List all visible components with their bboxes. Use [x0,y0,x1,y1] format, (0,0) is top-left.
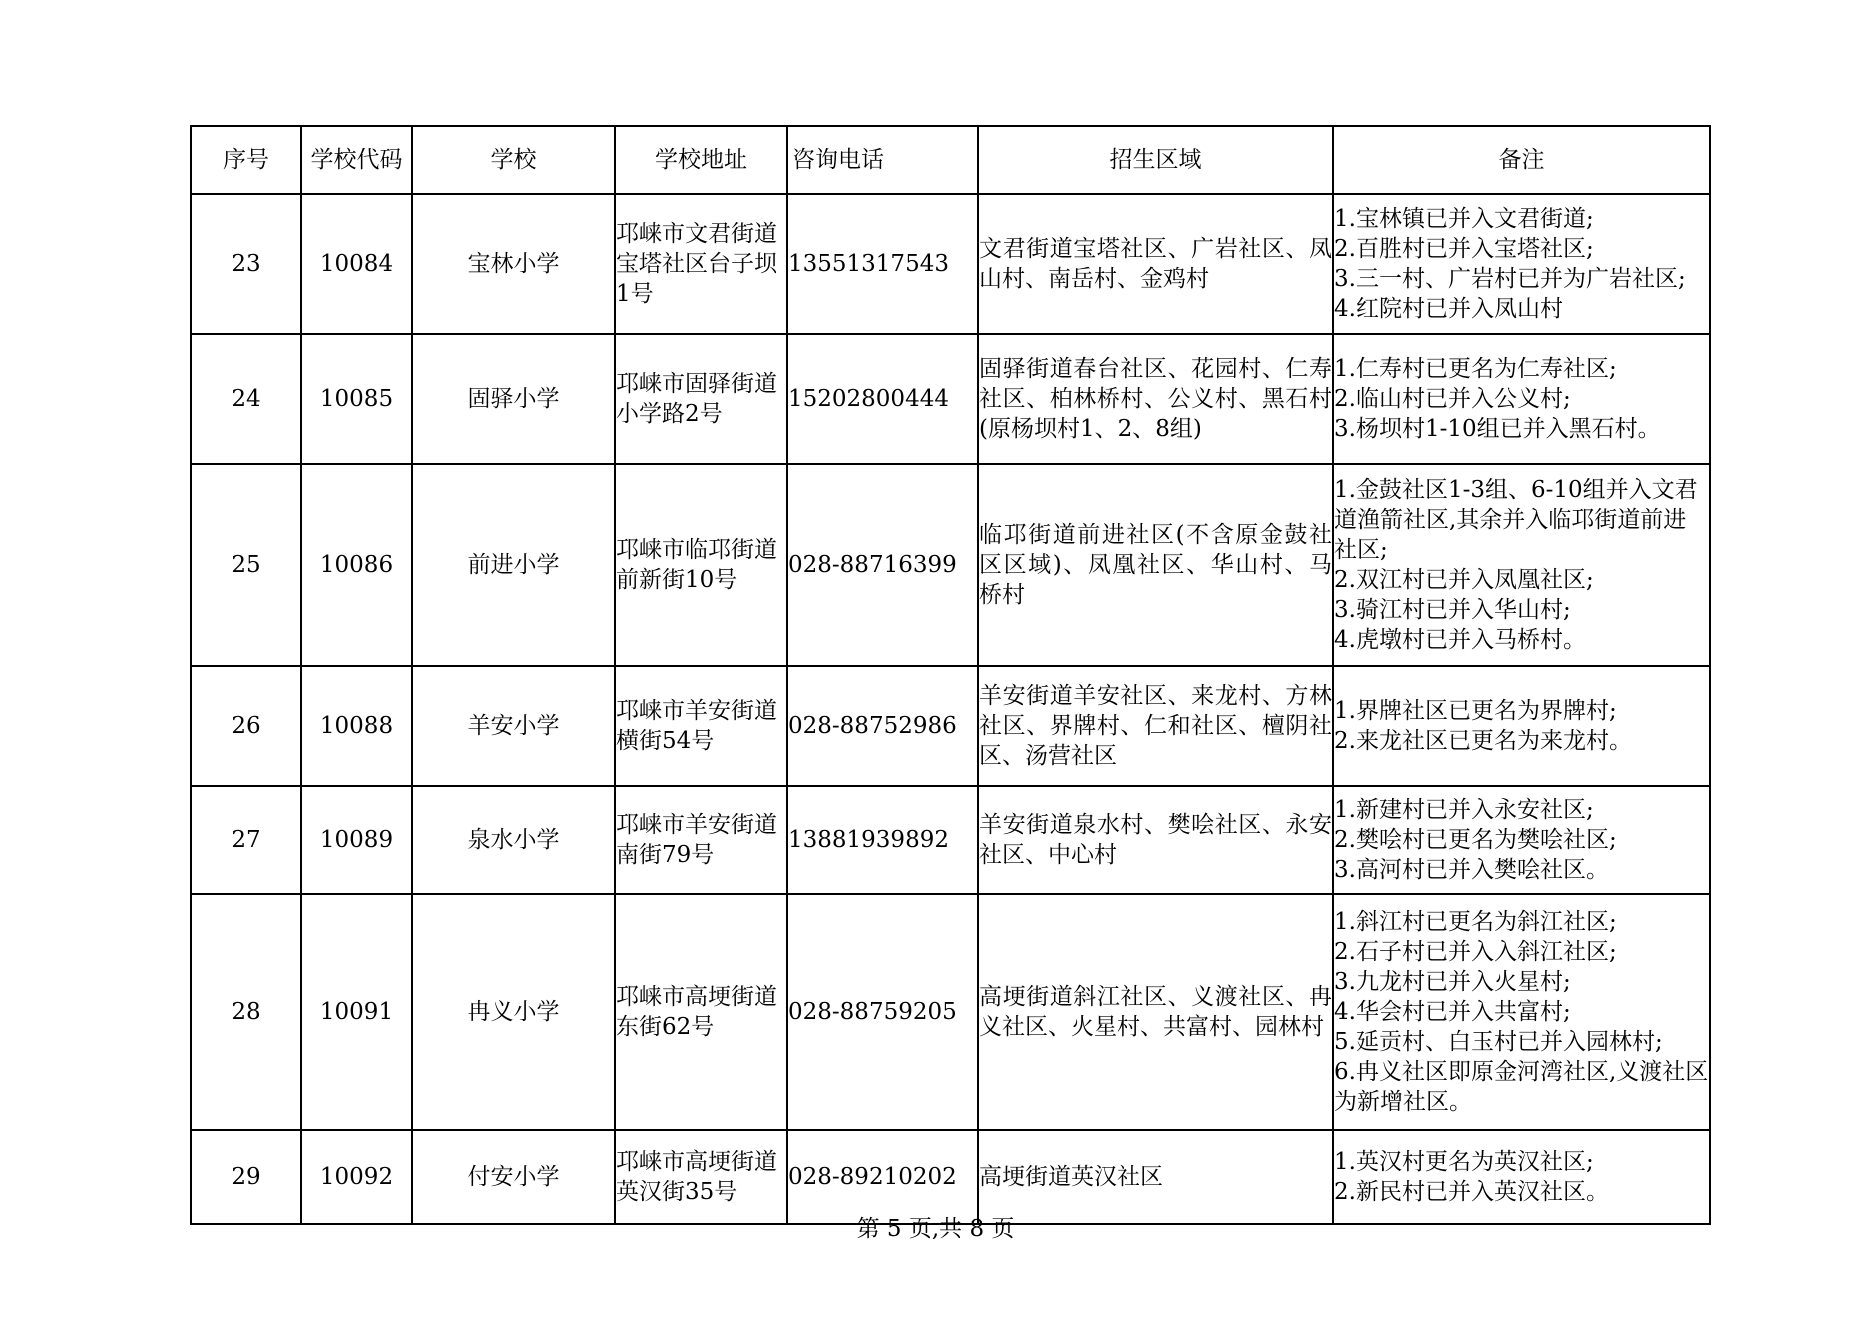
row-remarks [1333,894,1710,1130]
row-enrollment-area: 固驿街道春台社区、花园村、仁寿社区、柏林桥村、公义村、黑石村(原杨坝村1、2、8组) [978,334,1333,464]
row-enrollment-area: 高埂街道英汉社区 [978,1130,1333,1224]
row-school-name: 付安小学 [412,1130,615,1224]
table-header-row [191,126,1710,194]
row-enrollment-area: 羊安街道羊安社区、来龙村、方林社区、界牌村、仁和社区、檀阴社区、汤营社区 [978,666,1333,786]
remark-line: 3.高河村已并入樊哙社区。 [1334,857,1609,883]
remark-line: 3.杨坝村1-10组已并入黑石村。 [1334,416,1661,442]
remark-line: 1.斜江村已更名为斜江社区; [1334,909,1617,935]
table-row [191,1130,1710,1224]
row-remarks [1333,666,1710,786]
remark-line: 5.延贡村、白玉村已并入园林村; [1334,1029,1663,1055]
remark-line: 1.英汉村更名为英汉社区; [1334,1149,1594,1175]
row-school-code: 10092 [301,1130,412,1224]
row-school-code: 10085 [301,334,412,464]
header-address: 学校地址 [615,126,787,194]
row-school-code: 10091 [301,894,412,1130]
page-number-footer: 第 5 页,共 8 页 [856,1216,1015,1242]
table-row [191,194,1710,334]
table-row [191,894,1710,1130]
row-address: 邛崃市临邛街道前新街10号 [615,464,787,666]
remark-line: 6.冉义社区即原金河湾社区,义渡社区为新增社区。 [1334,1059,1709,1115]
row-school-code: 10086 [301,464,412,666]
table-row [191,786,1710,894]
row-remarks [1333,786,1710,894]
remark-line: 1.仁寿村已更名为仁寿社区; [1334,356,1617,382]
row-school-name: 泉水小学 [412,786,615,894]
row-index: 26 [191,666,301,786]
header-school: 学校 [412,126,615,194]
row-school-name: 冉义小学 [412,894,615,1130]
remark-line: 1.界牌社区已更名为界牌村; [1334,698,1617,724]
row-phone: 13551317543 [787,194,978,334]
remark-line: 1.新建村已并入永安社区; [1334,797,1594,823]
row-remarks [1333,464,1710,666]
table-row [191,464,1710,666]
remark-line: 2.石子村已并入入斜江社区; [1334,939,1617,965]
row-remarks [1333,334,1710,464]
row-school-code: 10084 [301,194,412,334]
row-address: 邛崃市羊安街道横街54号 [615,666,787,786]
remarks-clip [1334,204,1709,324]
header-enrollment-area: 招生区域 [978,126,1333,194]
row-index: 23 [191,194,301,334]
remark-line: 2.樊哙村已更名为樊哙社区; [1334,827,1617,853]
row-index: 28 [191,894,301,1130]
remark-line: 1.金鼓社区1-3组、6-10组并入文君道渔箭社区,其余并入临邛街道前进社区; [1334,477,1698,563]
remark-line: 1.宝林镇已并入文君街道; [1334,206,1594,232]
row-school-name: 前进小学 [412,464,615,666]
row-school-code: 10089 [301,786,412,894]
row-index: 29 [191,1130,301,1224]
table-row [191,666,1710,786]
row-phone: 028-88716399 [787,464,978,666]
header-index: 序号 [191,126,301,194]
row-school-name: 固驿小学 [412,334,615,464]
row-phone: 13881939892 [787,786,978,894]
remark-line: 2.来龙社区已更名为来龙村。 [1334,728,1632,754]
school-district-table [190,125,1711,1225]
header-school-code: 学校代码 [301,126,412,194]
row-address: 邛崃市文君街道宝塔社区台子坝1号 [615,194,787,334]
remark-line: 3.骑江村已并入华山村; [1334,597,1571,623]
remark-line: 2.临山村已并入公义村; [1334,386,1571,412]
remark-line: 4.虎墩村已并入马桥村。 [1334,627,1586,653]
remark-line: 3.九龙村已并入火星村; [1334,969,1571,995]
row-phone: 028-88759205 [787,894,978,1130]
remark-line: 2.百胜村已并入宝塔社区; [1334,236,1594,262]
row-school-name: 宝林小学 [412,194,615,334]
remark-line: 3.三一村、广岩村已并为广岩社区; [1334,266,1686,292]
row-enrollment-area: 羊安街道泉水村、樊哙社区、永安社区、中心村 [978,786,1333,894]
row-phone: 028-89210202 [787,1130,978,1224]
row-index: 24 [191,334,301,464]
row-phone: 15202800444 [787,334,978,464]
row-address: 邛崃市高埂街道东街62号 [615,894,787,1130]
remark-line: 2.双江村已并入凤凰社区; [1334,567,1594,593]
header-remarks: 备注 [1333,126,1710,194]
row-school-name: 羊安小学 [412,666,615,786]
row-enrollment-area: 文君街道宝塔社区、广岩社区、凤山村、南岳村、金鸡村 [978,194,1333,334]
row-index: 25 [191,464,301,666]
row-phone: 028-88752986 [787,666,978,786]
row-remarks [1333,194,1710,334]
table-row [191,334,1710,464]
row-enrollment-area: 高埂街道斜江社区、义渡社区、冉义社区、火星村、共富村、园林村 [978,894,1333,1130]
row-address: 邛崃市固驿街道小学路2号 [615,334,787,464]
remark-line: 2.新民村已并入英汉社区。 [1334,1179,1609,1205]
row-school-code: 10088 [301,666,412,786]
remark-line: 4.红院村已并入凤山村 [1334,296,1563,322]
remark-line: 4.华会村已并入共富村; [1334,999,1571,1025]
row-address: 邛崃市高埂街道英汉街35号 [615,1130,787,1224]
row-address: 邛崃市羊安街道南街79号 [615,786,787,894]
row-index: 27 [191,786,301,894]
row-remarks [1333,1130,1710,1224]
row-enrollment-area: 临邛街道前进社区(不含原金鼓社区区域)、凤凰社区、华山村、马桥村 [978,464,1333,666]
header-phone: 咨询电话 [787,126,978,194]
